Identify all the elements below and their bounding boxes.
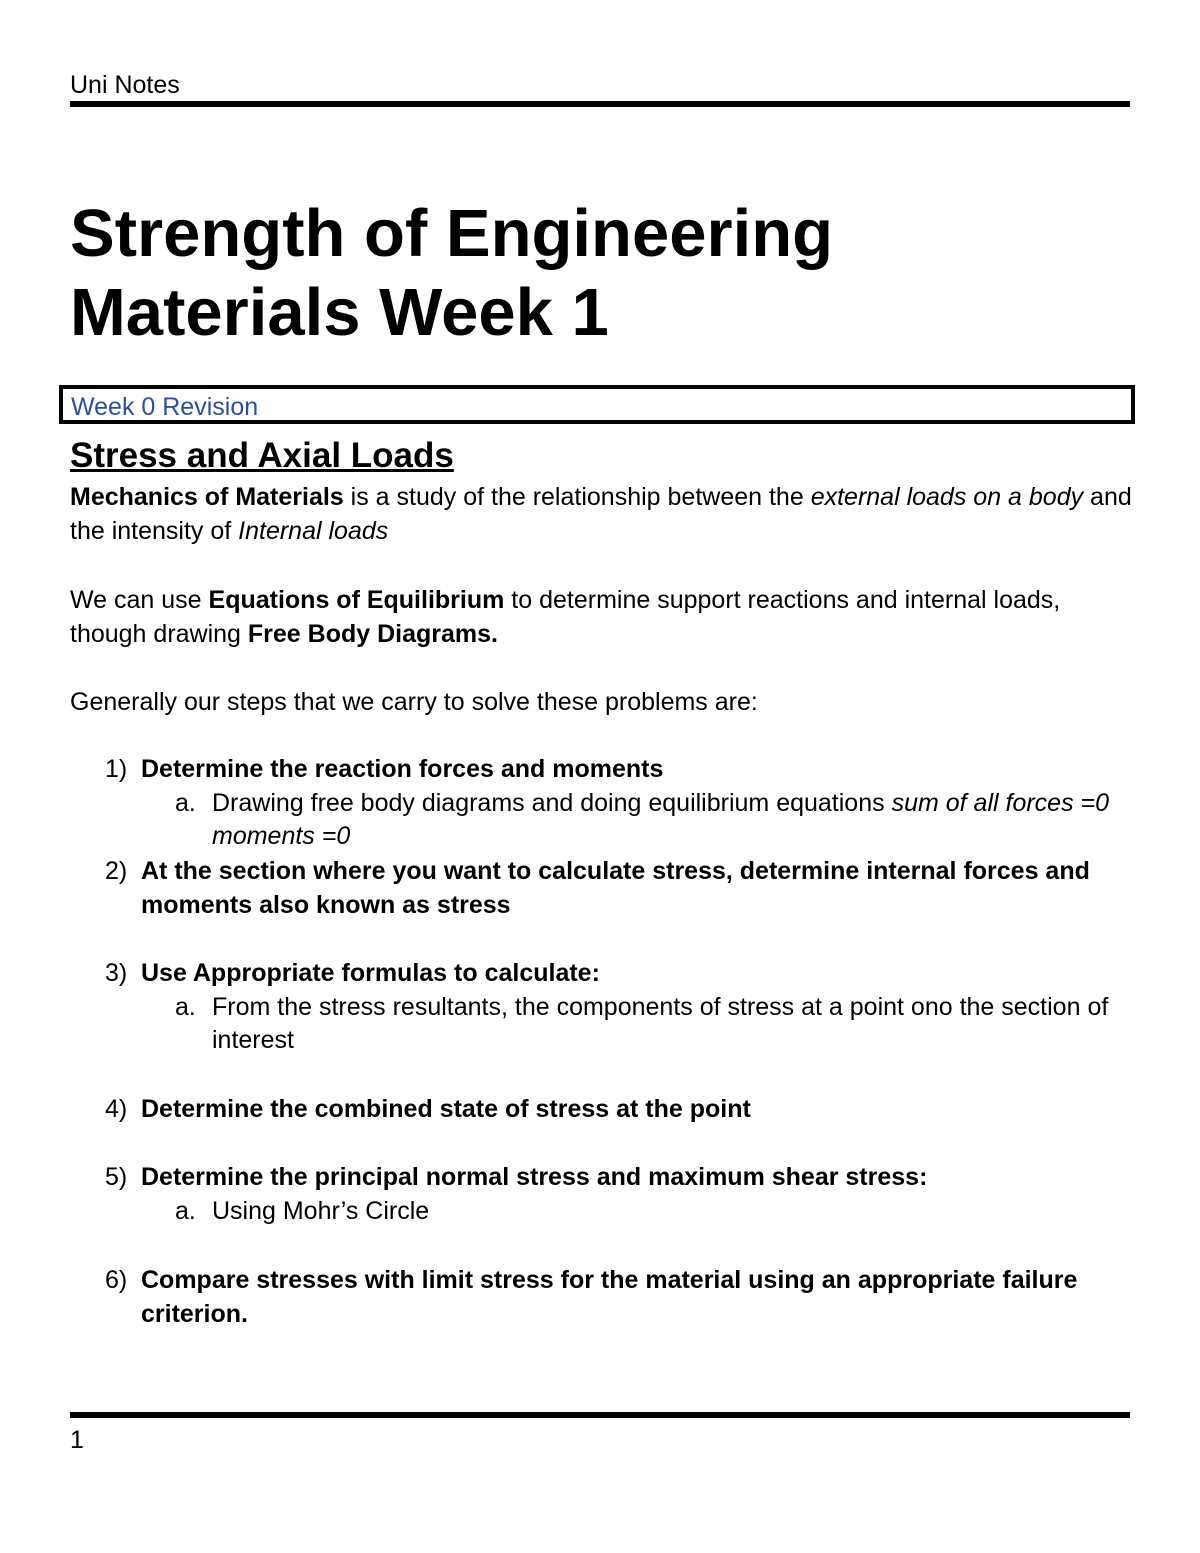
title-line-1: Strength of Engineering — [70, 196, 834, 271]
step-5-substep-a — [175, 1195, 1135, 1228]
step-1-substep-a — [175, 787, 1135, 853]
substep-letter: a. — [175, 1197, 196, 1225]
substep-text — [212, 787, 1135, 853]
step-number: 1) — [105, 755, 128, 783]
week-0-revision-link[interactable]: Week 0 Revision — [71, 393, 259, 421]
section-heading: Stress and Axial Loads — [70, 436, 454, 475]
substep-text-plain: Drawing free body diagrams and doing equilibrium equations — [212, 789, 892, 817]
substep-text-emphasis: sum of all forces =0 moments =0 — [212, 789, 1110, 850]
intro-emphasis-2: Internal loads — [238, 517, 389, 545]
equilibrium-paragraph — [70, 583, 1140, 651]
revision-link-box — [59, 385, 1135, 424]
step-text: At the section where you want to calculate stress, determine internal forces and moments also known as stress — [141, 857, 1090, 919]
intro-text-2: and the intensity of — [70, 483, 1132, 545]
intro-emphasis-1: external loads on a body — [810, 483, 1084, 511]
step-text: Determine the combined state of stress at the point — [141, 1095, 751, 1123]
intro-text-1: is a study of the relationship between the — [343, 483, 811, 511]
step-6 — [105, 1263, 1135, 1331]
intro-paragraph — [70, 480, 1140, 548]
step-number: 2) — [105, 857, 128, 885]
header-rule — [70, 101, 1130, 107]
substep-text: From the stress resultants, the components of stress at a point ono the section of interest — [212, 993, 1109, 1054]
step-number: 6) — [105, 1266, 128, 1294]
equilibrium-text-1: We can use — [70, 586, 209, 614]
step-3-substep-a — [175, 991, 1135, 1057]
title-line-2: Materials Week 1 — [70, 275, 609, 350]
step-text: Use Appropriate formulas to calculate: — [141, 959, 600, 987]
substep-text: Using Mohr’s Circle — [212, 1197, 430, 1225]
step-text: Determine the principal normal stress and maximum shear stress: — [141, 1163, 928, 1191]
step-text: Compare stresses with limit stress for the material using an appropriate failure criterion. — [141, 1266, 1078, 1328]
substep-letter: a. — [175, 789, 196, 817]
running-header: Uni Notes — [70, 71, 180, 99]
intro-term: Mechanics of Materials — [70, 483, 344, 511]
step-2 — [105, 854, 1135, 922]
equilibrium-text-2: to determine support reactions and internal loads, though drawing — [70, 586, 1061, 648]
page-title — [70, 194, 833, 352]
footer-rule — [70, 1412, 1130, 1418]
step-1 — [105, 752, 1135, 786]
page-number: 1 — [70, 1426, 84, 1454]
step-number: 5) — [105, 1163, 128, 1191]
step-4 — [105, 1092, 1135, 1126]
steps-intro: Generally our steps that we carry to solve these problems are: — [70, 688, 758, 716]
step-number: 4) — [105, 1095, 128, 1123]
equilibrium-term-1: Equations of Equilibrium — [208, 586, 505, 614]
step-number: 3) — [105, 959, 128, 987]
step-3 — [105, 956, 1135, 990]
substep-letter: a. — [175, 993, 196, 1021]
step-5 — [105, 1160, 1135, 1194]
step-text: Determine the reaction forces and moments — [141, 755, 664, 783]
equilibrium-term-2: Free Body Diagrams. — [247, 620, 498, 648]
